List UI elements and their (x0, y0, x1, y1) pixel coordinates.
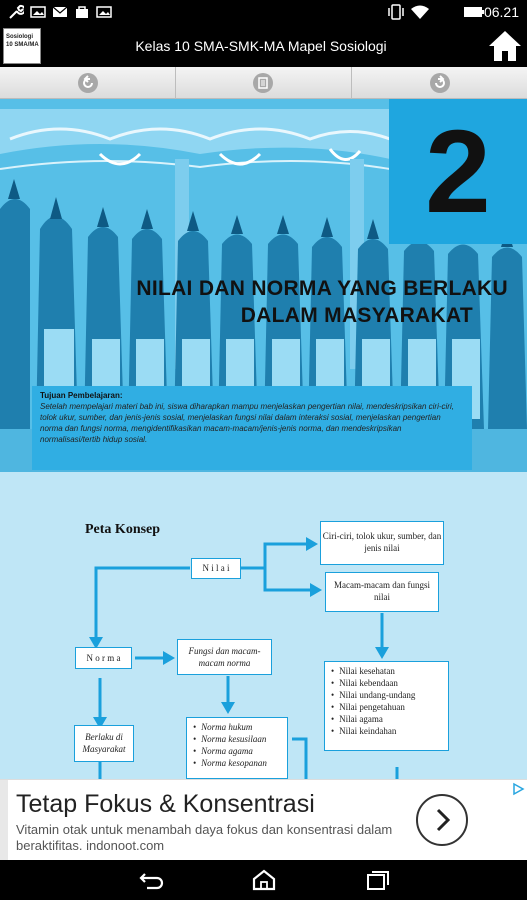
image-icon (30, 4, 46, 20)
status-clock: 06.21 (483, 4, 519, 20)
wrench-icon (8, 4, 24, 20)
status-bar (0, 0, 527, 25)
nav-home-button[interactable] (249, 868, 279, 892)
menu-button[interactable] (253, 73, 273, 93)
recent-apps-icon (362, 868, 392, 892)
chapter-number-box (389, 99, 527, 244)
app-title: Kelas 10 SMA-SMK-MA Mapel Sosiologi (135, 38, 387, 54)
home-button[interactable] (487, 28, 523, 64)
forward-icon (430, 73, 450, 93)
ad-go-button[interactable] (416, 794, 468, 846)
node-norma-list (186, 717, 288, 779)
chapter-title-line2: DALAM MASYARAKAT (240, 304, 473, 327)
node-nilai: N i l a i (191, 558, 241, 579)
chevron-right-icon (418, 796, 466, 844)
app-bar (0, 25, 527, 67)
book-page[interactable] (0, 99, 527, 779)
list-item: • Norma hukum (193, 721, 281, 733)
mail-icon (52, 4, 68, 20)
chapter-cover (0, 99, 527, 472)
concept-map (0, 479, 527, 779)
learning-goals-box (32, 386, 472, 470)
image-icon (96, 4, 112, 20)
chapter-title (18, 275, 508, 329)
app-logo (3, 28, 41, 64)
adchoices-button[interactable] (511, 782, 525, 796)
list-item: • Norma kesopanan (193, 757, 281, 769)
list-item: • Nilai kebendaan (331, 677, 442, 689)
bag-icon (74, 4, 90, 20)
app-logo-text: Sosiologi 10 SMA/MA (6, 34, 39, 48)
adchoices-icon (511, 782, 525, 796)
wifi-icon (410, 4, 430, 20)
node-fungsi-norma: Fungsi dan macam-macam norma (177, 639, 272, 675)
ad-side-strip (0, 780, 8, 861)
back-icon (137, 868, 167, 892)
list-item: • Nilai agama (331, 713, 442, 725)
menu-icon (253, 73, 273, 93)
vibrate-icon (387, 4, 405, 20)
back-button[interactable] (78, 73, 98, 93)
list-item: • Norma agama (193, 745, 281, 757)
forward-button[interactable] (430, 73, 450, 93)
battery-icon (463, 4, 485, 20)
nav-recents-button[interactable] (362, 868, 392, 892)
reader-toolbar (0, 67, 527, 99)
list-item: • Norma kesusilaan (193, 733, 281, 745)
chapter-number: 2 (425, 106, 491, 238)
list-item: • Nilai kesehatan (331, 665, 442, 677)
nav-back-button[interactable] (137, 868, 167, 892)
ad-body: Vitamin otak untuk menambah daya fokus dan konsentrasi dalam beraktifitas. indonoot.com (16, 822, 393, 853)
learning-goals-text: Setelah mempelajari materi bab ini, siswa diharapkan mampu menjelaskan pengertian nilai, mendeskripsikan ciri-ciri, tolok ukur, sumber, dan jenis-jenis sosial, menjelaskan fungsi nilai dalam interaksi sosial, menjelaskan pengertian norma dan fungsi norma, mengidentifikasikan macam-macam/jenis-jenis norma, dan mendeskripsikan normalisasi/tertib hidup sosial. (40, 402, 454, 444)
toolbar-divider (351, 67, 352, 99)
node-berlaku: Berlaku di Masyarakat (74, 725, 134, 762)
home-icon (487, 28, 523, 64)
node-macam-fungsi-nilai: Macam-macam dan fungsi nilai (325, 572, 439, 612)
ad-banner[interactable] (0, 779, 527, 860)
list-item: • Nilai keindahan (331, 725, 442, 737)
home-icon (249, 868, 279, 892)
toolbar-divider (175, 67, 176, 99)
node-nilai-list (324, 661, 449, 751)
chapter-title-line1: NILAI DAN NORMA YANG BERLAKU (136, 277, 508, 300)
list-item: • Nilai pengetahuan (331, 701, 442, 713)
learning-goals-title: Tujuan Pembelajaran: (40, 391, 123, 400)
concept-map-heading: Peta Konsep (85, 522, 161, 537)
back-icon (78, 73, 98, 93)
ad-headline[interactable]: Tetap Fokus & Konsentrasi (16, 790, 315, 818)
node-ciri-nilai: Ciri-ciri, tolok ukur, sumber, dan jenis nilai (320, 521, 444, 565)
list-item: • Nilai undang-undang (331, 689, 442, 701)
system-nav-bar (0, 860, 527, 900)
node-norma: N o r m a (75, 647, 132, 669)
